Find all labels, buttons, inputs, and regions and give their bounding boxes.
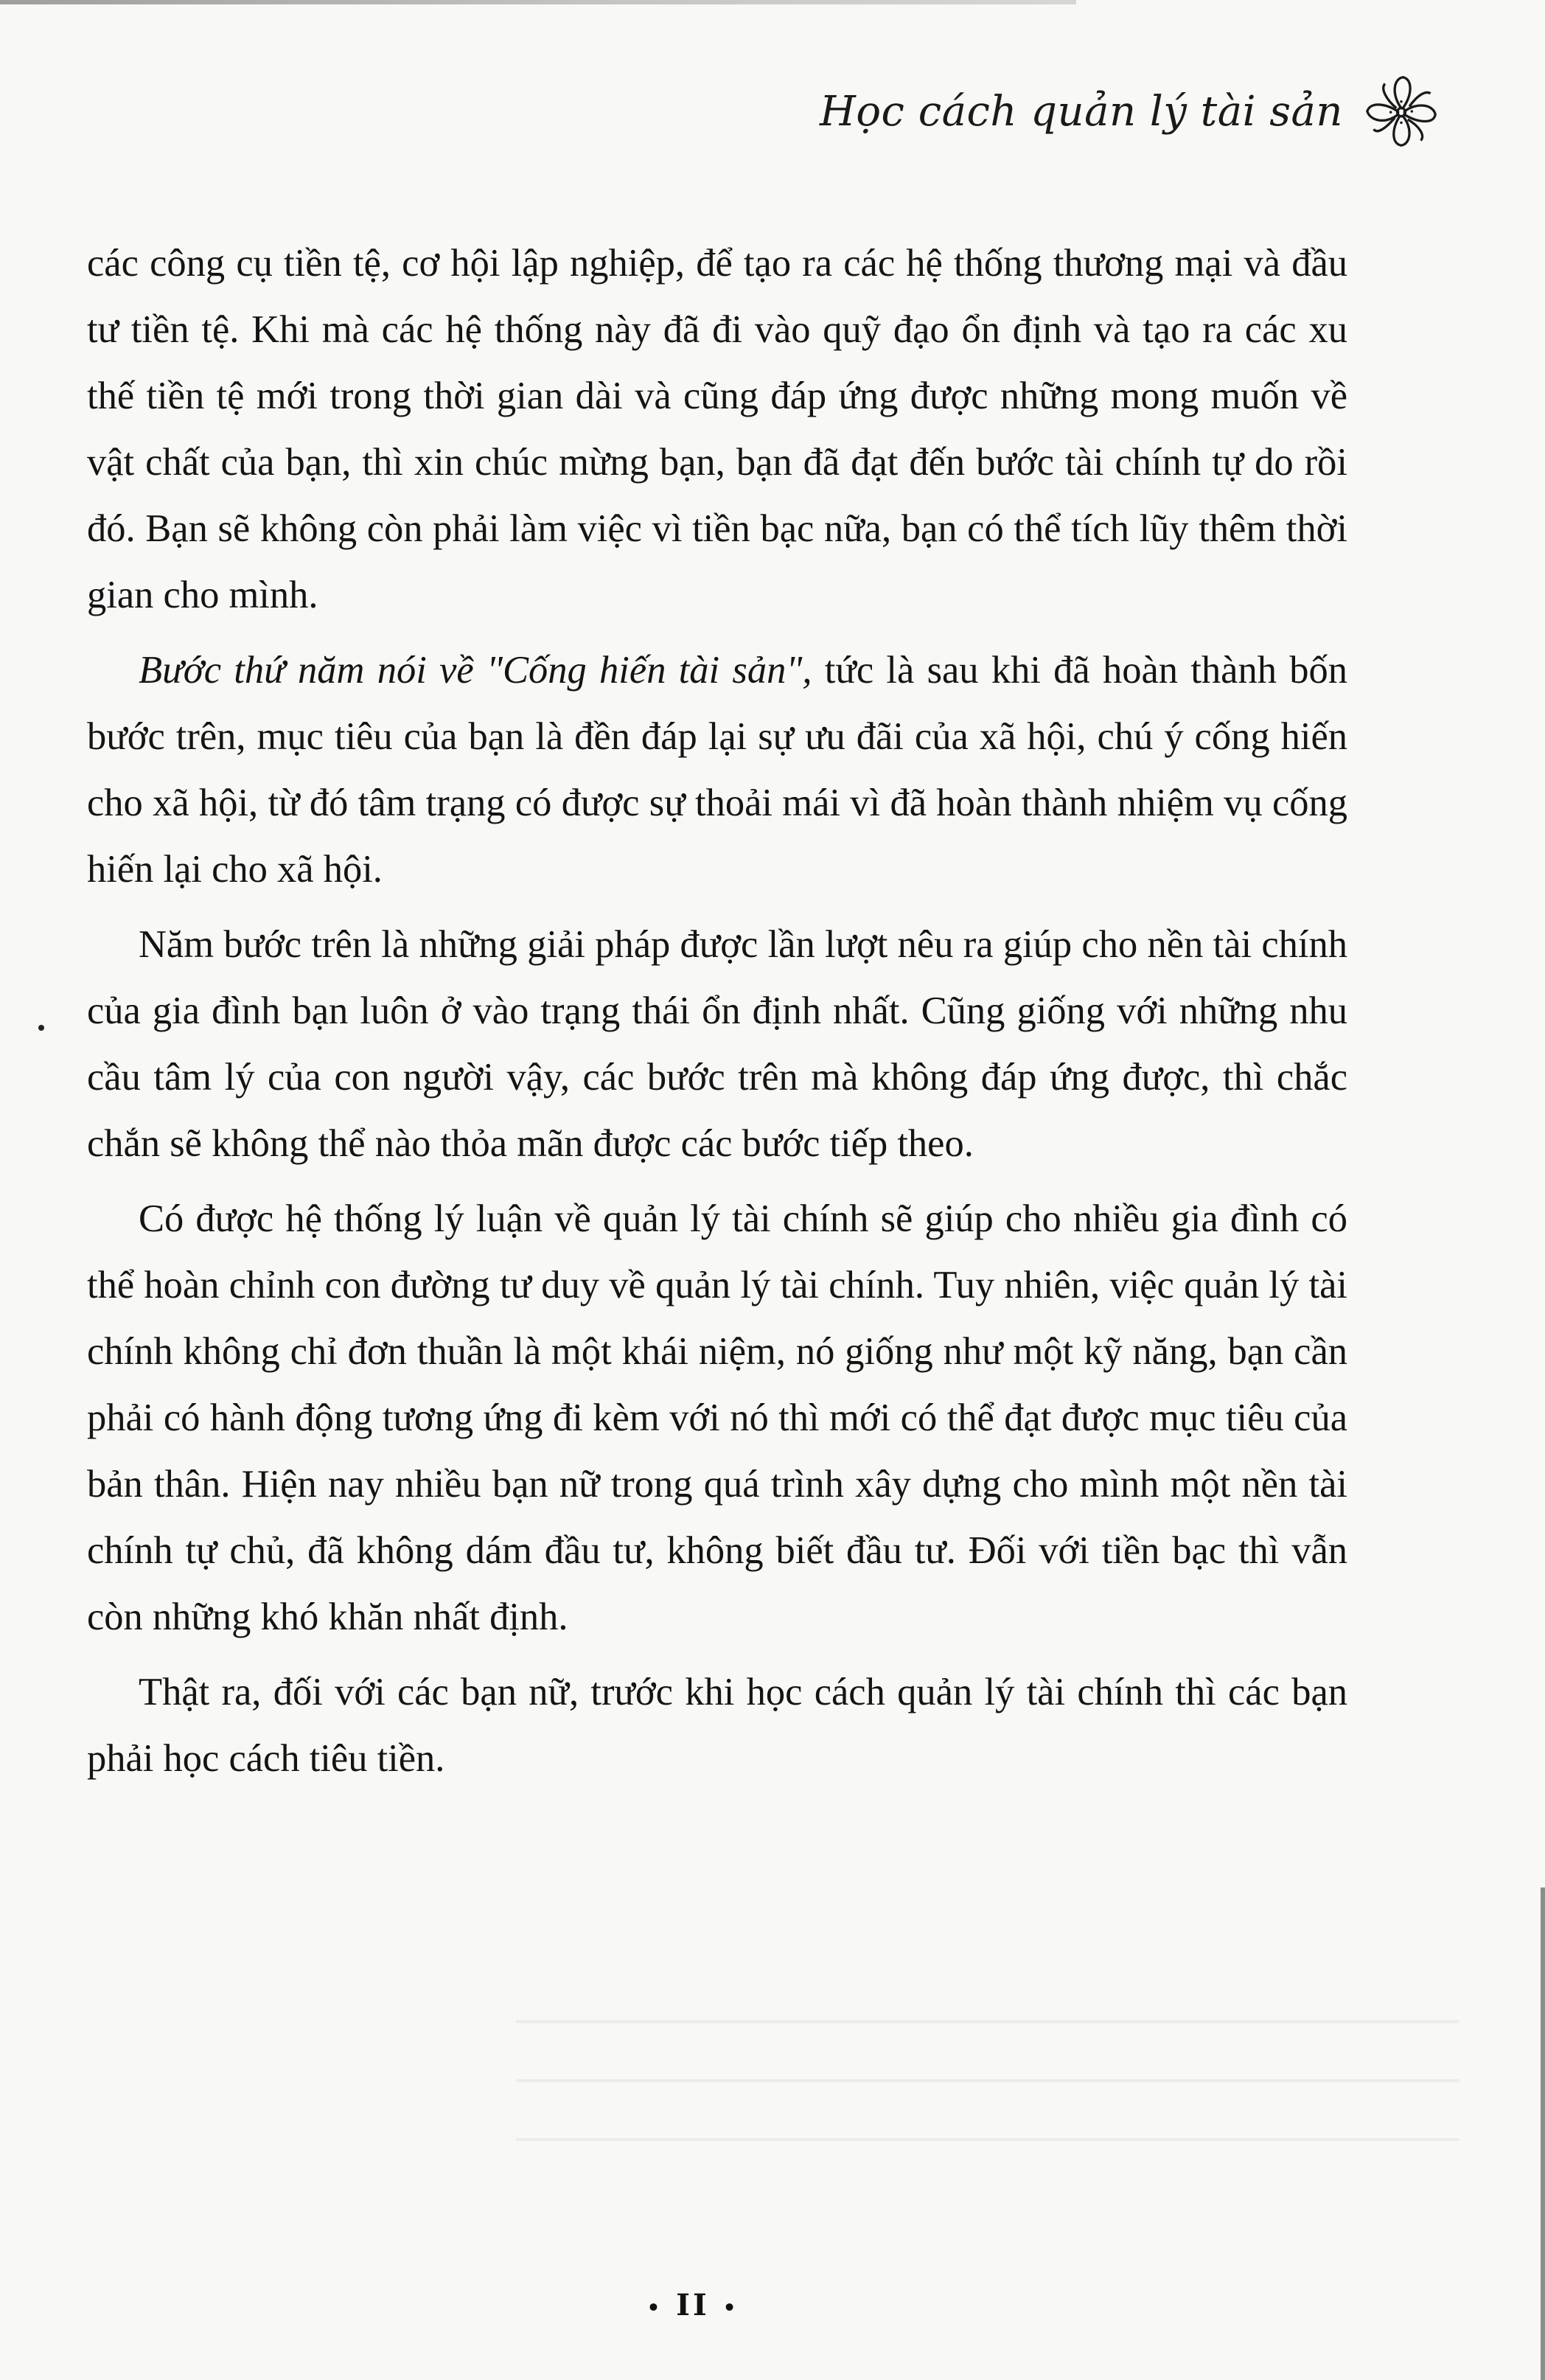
paragraph [87, 1186, 1347, 1650]
paragraph-text: tức là sau khi đã hoàn thành bốn bước trên, mục tiêu của bạn là đền đáp lại sự ưu đãi của xã hội, chú ý cống hiến cho xã hội, từ đó tâm trạng có được sự thoải mái vì đã hoàn thành nhiệm vụ cống hiến lại cho xã hội. [87, 649, 1347, 891]
paragraph [87, 637, 1347, 902]
paragraph [87, 230, 1347, 628]
paragraph [87, 911, 1347, 1177]
page-number-value: II [676, 2288, 710, 2322]
paragraph-text: Thật ra, đối với các bạn nữ, trước khi học cách quản lý tài chính thì các bạn phải học cách tiêu tiền. [87, 1671, 1347, 1780]
scan-top-edge [0, 0, 1076, 4]
paragraph [87, 1659, 1347, 1792]
paragraph-text: Có được hệ thống lý luận về quản lý tài chính sẽ giúp cho nhiều gia đình có thể hoàn chỉnh con đường tư duy về quản lý tài chính. Tuy nhiên, việc quản lý tài chính không chỉ đơn thuần là một khái niệm, nó giống như một kỹ năng, bạn cần phải có hành động tương ứng đi kèm với nó thì mới có thể đạt được mục tiêu của bản thân. Hiện nay nhiều bạn nữ trong quá trình xây dựng cho mình một nền tài chính tự chủ, đã không dám đầu tư, không biết đầu tư. Đối với tiền bạc thì vẫn còn những khó khăn nhất định. [87, 1197, 1347, 1638]
flower-ornament-icon [1361, 71, 1442, 152]
scan-right-edge [1541, 1887, 1545, 2380]
stray-mark [38, 1025, 44, 1031]
bleed-through-text [516, 2020, 1459, 2190]
running-title: Học cách quản lý tài sản [819, 87, 1343, 136]
paragraph-text: các công cụ tiền tệ, cơ hội lập nghiệp, để tạo ra các hệ thống thương mại và đầu tư tiền tệ. Khi mà các hệ thống này đã đi vào quỹ đạo ổn định và tạo ra các xu thế tiền tệ mới trong thời gian dài và cũng đáp ứng được những mong muốn về vật chất của bạn, thì xin chúc mừng bạn, bạn đã đạt đến bước tài chính tự do rồi đó. Bạn sẽ không còn phải làm việc vì tiền bạc nữa, bạn có thể tích lũy thêm thời gian cho mình. [87, 242, 1347, 616]
folio-bullet-right: • [722, 2295, 739, 2320]
page-number [0, 2288, 1386, 2322]
folio-bullet-left: • [646, 2295, 663, 2320]
body-text [87, 230, 1347, 1800]
running-header [820, 71, 1442, 152]
paragraph-text: Năm bước trên là những giải pháp được lần lượt nêu ra giúp cho nền tài chính của gia đình bạn luôn ở vào trạng thái ổn định nhất. Cũng giống với những nhu cầu tâm lý của con người vậy, các bước trên mà không đáp ứng được, thì chắc chắn sẽ không thể nào thỏa mãn được các bước tiếp theo. [87, 923, 1347, 1165]
paragraph-italic-lead: Bước thứ năm nói về "Cống hiến tài sản", [139, 649, 812, 692]
